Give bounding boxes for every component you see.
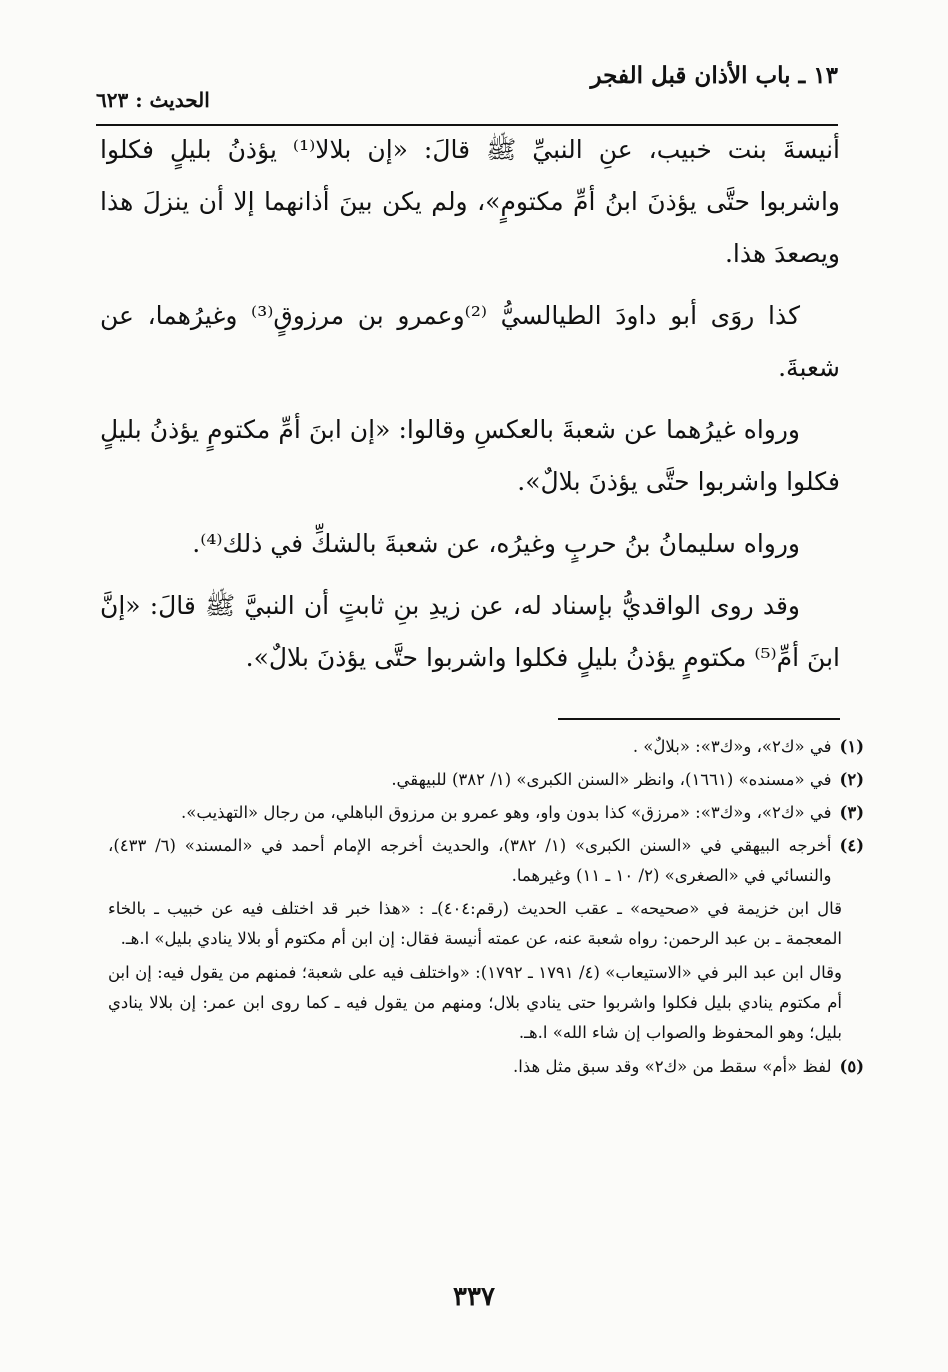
footnote-separator [558, 718, 840, 720]
paragraph: كذا روَى أبو داودَ الطيالسيُّ ⁽²⁾وعمرو بن مرزوقٍ⁽³⁾ وغيرُهما، عن شعبةَ. [100, 301, 840, 382]
footnote-text: لفظ «أم» سقط من «ك٢» وقد سبق مثل هذا. [513, 1057, 832, 1076]
paragraph: أنيسةَ بنت خبيب، عنِ النبيِّ ﷺ قالَ: «إن بلالا⁽¹⁾ يؤذنُ بليلٍ فكلوا واشربوا حتَّى يؤذنَ ابنُ أمِّ مكتومٍ»، ولم يكن بينَ أذانهما إلا أن ينزلَ هذا ويصعدَ هذا. [100, 135, 840, 268]
footnote [108, 765, 864, 795]
footnote-number: (١) [839, 737, 864, 756]
footnote [108, 831, 864, 891]
footnote-number: (٢) [839, 770, 864, 789]
footnote-continuation: وقال ابن عبد البر في «الاستيعاب» (٤/ ١٧٩١ ـ ١٧٩٢): «واختلف فيه على شعبة؛ فمنهم من يقول فيه: إن ابن أم مكتوم ينادي بليل فكلوا واشربوا حتى ينادي بلال؛ ومنهم من يقول فيه ـ كما روى ابن عمر: إن بلالا ينادي بليل؛ وهو المحفوظ والصواب إن شاء الله» ا.هـ. [108, 963, 843, 1042]
footnote-text: أخرجه البيهقي في «السنن الكبرى» (١/ ٣٨٢)، والحديث أخرجه الإمام أحمد في «المسند» (٦/ ٤٣٣)، والنسائي في «الصغرى» (٢/ ١٠ ـ ١١) وغيرهما. [108, 836, 832, 885]
hadith-number: الحديث : ٦٢٣ [96, 88, 210, 112]
chapter-title: ١٣ ـ باب الأذان قبل الفجر [590, 62, 838, 89]
page-number: ٣٣٧ [453, 1282, 495, 1312]
footnote [108, 732, 864, 762]
paragraph: ورواه غيرُهما عن شعبةَ بالعكسِ وقالوا: «إن ابنَ أمِّ مكتومٍ يؤذنُ بليلٍ فكلوا واشربوا حتَّى يؤذنَ بلالٌ». [100, 415, 840, 496]
main-text [100, 124, 840, 694]
paragraph: ورواه سليمانُ بنُ حربٍ وغيرُه، عن شعبةَ بالشكِّ في ذلك⁽⁴⁾. [192, 529, 800, 558]
footnote [108, 1052, 864, 1082]
footnote-text: في «مسنده» (١٦٦١)، وانظر «السنن الكبرى» (١/ ٣٨٢) للبيهقي. [391, 770, 832, 789]
footnote-text: في «ك٢»، و«ك٣»: «بلالٌ» . [632, 737, 832, 756]
footnote-number: (٤) [839, 836, 864, 855]
footnote-number: (٥) [839, 1057, 864, 1076]
paragraph: وقد روى الواقديُّ بإسناد له، عن زيدِ بنِ ثابتٍ أن النبيَّ ﷺ قالَ: «إنَّ ابنَ أمِّ⁽⁵⁾ مكتومٍ يؤذنُ بليلٍ فكلوا واشربوا حتَّى يؤذنَ بلالٌ». [100, 591, 840, 672]
footnote [108, 798, 864, 828]
footnote-text: في «ك٢»، و«ك٣»: «مرزق» كذا بدون واو، وهو عمرو بن مرزوق الباهلي، من رجال «التهذيب». [181, 803, 832, 822]
footnote-number: (٣) [839, 803, 864, 822]
footnotes [108, 732, 864, 1085]
footnote-continuation: قال ابن خزيمة في «صحيحه» ـ عقب الحديث (رقم:٤٠٤)ـ : «هذا خبر قد اختلف فيه عن خبيب ـ بالخاء المعجمة ـ بن عبد الرحمن: رواه شعبة عنه، عن عمته أنيسة فقال: إن ابن أم مكتوم أو بلالا ينادي بليل» ا.هـ. [108, 899, 842, 948]
page-header [96, 56, 838, 126]
